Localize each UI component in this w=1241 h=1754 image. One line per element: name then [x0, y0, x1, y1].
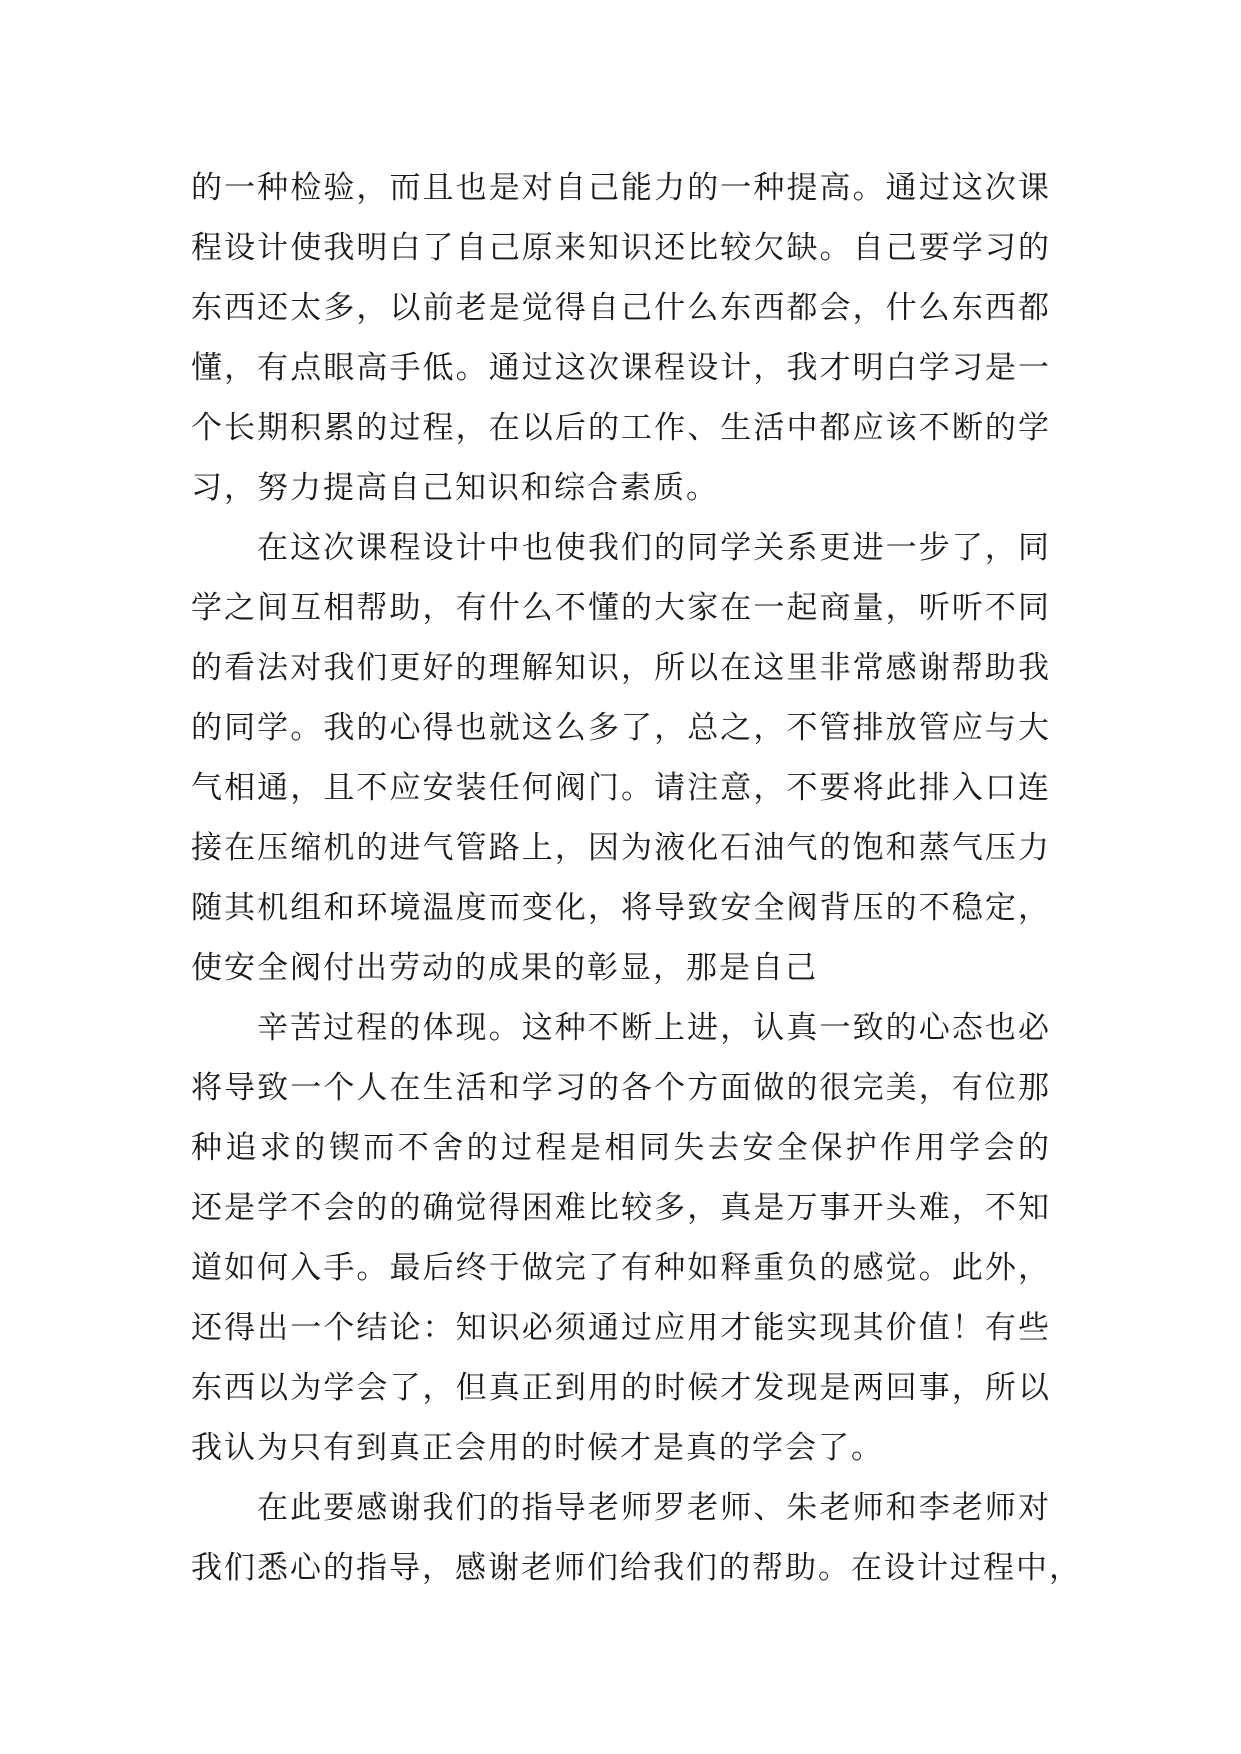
text-line: 个长期积累的过程，在以后的工作、生活中都应该不断的学 [191, 410, 1051, 446]
text-line: 接在压缩机的进气管路上，因为液化石油气的饱和蒸气压力 [191, 830, 1051, 866]
text-line: 随其机组和环境温度而变化，将导致安全阀背压的不稳定， [191, 890, 1051, 926]
text-line: 将导致一个人在生活和学习的各个方面做的很完美，有位那 [191, 1070, 1051, 1106]
text-line: 辛苦过程的体现。这种不断上进，认真一致的心态也必 [257, 1010, 1051, 1046]
text-line: 我认为只有到真正会用的时候才是真的学会了。 [191, 1430, 884, 1466]
text-line: 我们悉心的指导，感谢老师们给我们的帮助。在设计过程中， [191, 1550, 1082, 1586]
text-line: 东西还太多，以前老是觉得自己什么东西都会，什么东西都 [191, 290, 1051, 326]
text-line: 习，努力提高自己知识和综合素质。 [191, 470, 719, 506]
text-line: 使安全阀付出劳动的成果的彰显，那是自己 [191, 950, 818, 986]
text-line: 气相通，且不应安装任何阀门。请注意，不要将此排入口连 [191, 770, 1051, 806]
paragraph-3 [191, 998, 1051, 1478]
text-line: 程设计使我明白了自己原来知识还比较欠缺。自己要学习的 [191, 230, 1051, 266]
text-line: 道如何入手。最后终于做完了有种如释重负的感觉。此外， [191, 1250, 1051, 1286]
text-line: 的看法对我们更好的理解知识，所以在这里非常感谢帮助我 [191, 650, 1051, 686]
text-line: 在此要感谢我们的指导老师罗老师、朱老师和李老师对 [257, 1490, 1051, 1526]
paragraph-1 [191, 158, 1051, 518]
body-text [191, 158, 1082, 1598]
text-line: 种追求的锲而不舍的过程是相同失去安全保护作用学会的 [191, 1130, 1051, 1166]
text-line: 的同学。我的心得也就这么多了，总之，不管排放管应与大 [191, 710, 1051, 746]
paragraph-4 [191, 1478, 1082, 1598]
text-line: 东西以为学会了，但真正到用的时候才发现是两回事，所以 [191, 1370, 1051, 1406]
text-line: 在这次课程设计中也使我们的同学关系更进一步了，同 [257, 530, 1051, 566]
text-line: 学之间互相帮助，有什么不懂的大家在一起商量，听听不同 [191, 590, 1051, 626]
text-line: 还是学不会的的确觉得困难比较多，真是万事开头难，不知 [191, 1190, 1051, 1226]
text-line: 的一种检验，而且也是对自己能力的一种提高。通过这次课 [191, 170, 1051, 206]
paragraph-2 [191, 518, 1051, 998]
text-line: 懂，有点眼高手低。通过这次课程设计，我才明白学习是一 [191, 350, 1051, 386]
text-line: 还得出一个结论：知识必须通过应用才能实现其价值！有些 [191, 1310, 1051, 1346]
